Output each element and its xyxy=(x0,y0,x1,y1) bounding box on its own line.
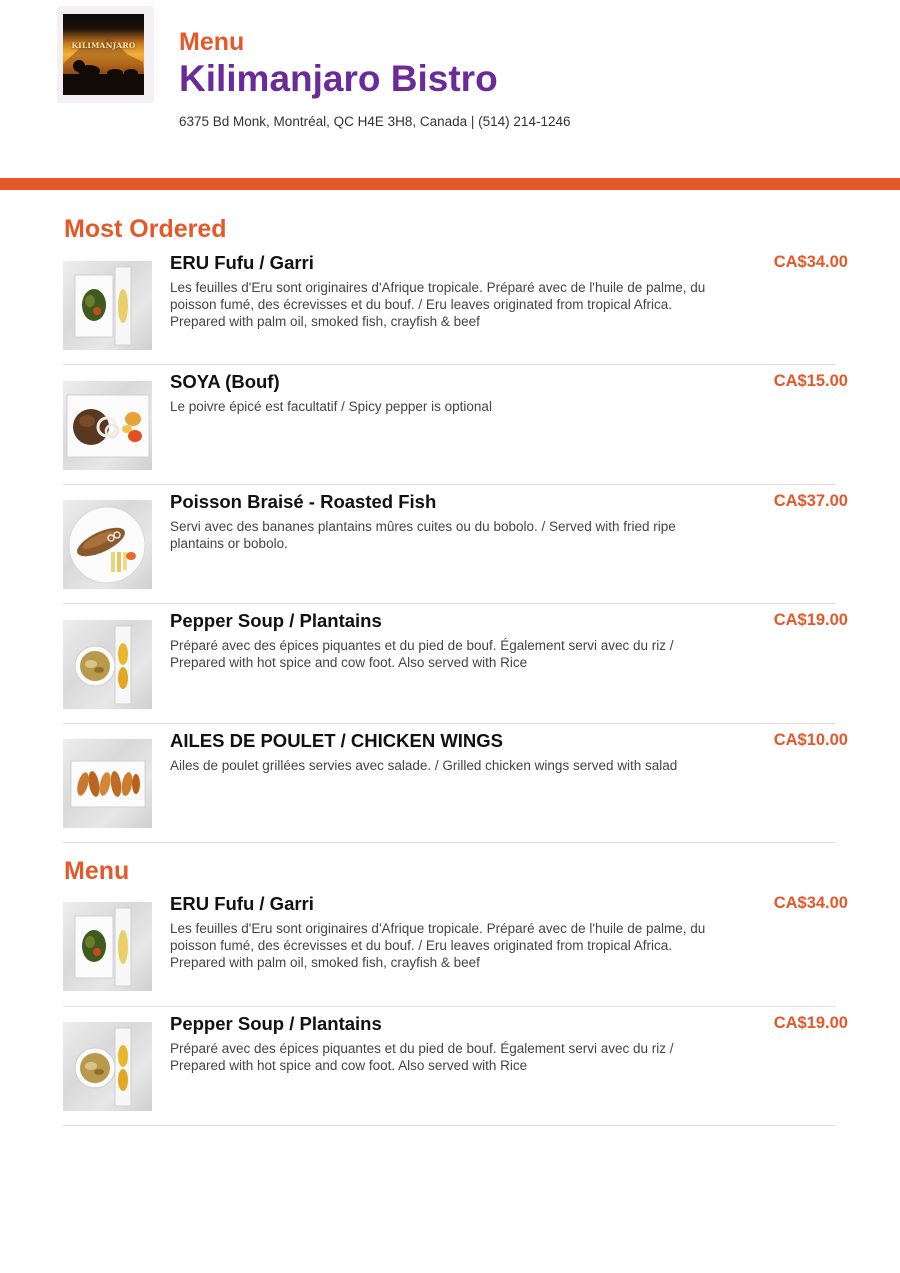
pepper-soup-dish-photo-icon xyxy=(63,620,152,709)
item-description: Ailes de poulet grillées servies avec salade. / Grilled chicken wings served with salad xyxy=(170,758,678,773)
menu-item[interactable] xyxy=(63,491,848,591)
item-price: CA$34.00 xyxy=(773,894,848,912)
section-title-menu: Menu xyxy=(64,857,130,885)
section-title-most-ordered: Most Ordered xyxy=(64,215,227,243)
item-price: CA$37.00 xyxy=(773,492,848,510)
kilimanjaro-sunset-logo-icon xyxy=(63,14,144,95)
header-kicker: Menu xyxy=(179,28,245,56)
menu-header xyxy=(0,0,900,178)
item-name: Pepper Soup / Plantains xyxy=(170,610,382,631)
item-divider xyxy=(63,842,836,843)
item-description: Préparé avec des épices piquantes et du pied de bouf. Également servi avec du riz / Prepared with hot spice and cow foot. Also served with Rice xyxy=(170,638,674,670)
item-price: CA$34.00 xyxy=(773,253,848,271)
item-name: ERU Fufu / Garri xyxy=(170,252,314,273)
item-divider xyxy=(63,1125,836,1126)
menu-item[interactable] xyxy=(63,730,848,830)
menu-item[interactable] xyxy=(63,893,848,993)
item-price: CA$15.00 xyxy=(773,372,848,390)
item-name: Poisson Braisé - Roasted Fish xyxy=(170,491,437,512)
item-price: CA$19.00 xyxy=(773,611,848,629)
item-name: SOYA (Bouf) xyxy=(170,371,280,392)
item-description: Les feuilles d'Eru sont originaires d'Afrique tropicale. Préparé avec de l'huile de palme, du poisson fumé, des écrevisses et du bouf. / Eru leaves originated from tropical Africa. Prepared with palm oil, smoked fish, crayfish & beef xyxy=(170,921,706,970)
restaurant-name: Kilimanjaro Bistro xyxy=(179,58,498,99)
item-divider xyxy=(63,484,836,485)
item-price: CA$19.00 xyxy=(773,1014,848,1032)
item-description: Le poivre épicé est facultatif / Spicy pepper is optional xyxy=(170,399,492,414)
pepper-soup-dish-photo-icon xyxy=(63,1022,152,1111)
eru-fufu-dish-photo-icon xyxy=(63,902,152,991)
soya-beef-dish-photo-icon xyxy=(63,381,152,470)
menu-item[interactable] xyxy=(63,610,848,710)
item-description: Servi avec des bananes plantains mûres cuites ou du bobolo. / Served with fried ripe plantains or bobolo. xyxy=(170,519,676,551)
item-name: AILES DE POULET / CHICKEN WINGS xyxy=(170,730,504,751)
logo-text: KILIMANJARO xyxy=(71,41,136,50)
item-divider xyxy=(63,364,836,365)
item-description: Les feuilles d'Eru sont originaires d'Afrique tropicale. Préparé avec de l'huile de palme, du poisson fumé, des écrevisses et du bouf. / Eru leaves originated from tropical Africa. Prepared with palm oil, smoked fish, crayfish & beef xyxy=(170,280,706,329)
item-description: Préparé avec des épices piquantes et du pied de bouf. Également servi avec du riz / Prepared with hot spice and cow foot. Also served with Rice xyxy=(170,1041,674,1073)
item-divider xyxy=(63,1006,836,1007)
item-name: ERU Fufu / Garri xyxy=(170,893,314,914)
chicken-wings-dish-photo-icon xyxy=(63,739,152,828)
item-divider xyxy=(63,603,836,604)
restaurant-address: 6375 Bd Monk, Montréal, QC H4E 3H8, Canada | (514) 214-1246 xyxy=(179,114,571,129)
logo-frame xyxy=(57,6,154,103)
item-divider xyxy=(63,723,836,724)
menu-item[interactable] xyxy=(63,1013,848,1113)
menu-item[interactable] xyxy=(63,252,848,352)
eru-fufu-dish-photo-icon xyxy=(63,261,152,350)
roasted-fish-dish-photo-icon xyxy=(63,500,152,589)
header-accent-bar xyxy=(0,178,900,190)
item-price: CA$10.00 xyxy=(773,731,848,749)
menu-item[interactable] xyxy=(63,371,848,471)
item-name: Pepper Soup / Plantains xyxy=(170,1013,382,1034)
